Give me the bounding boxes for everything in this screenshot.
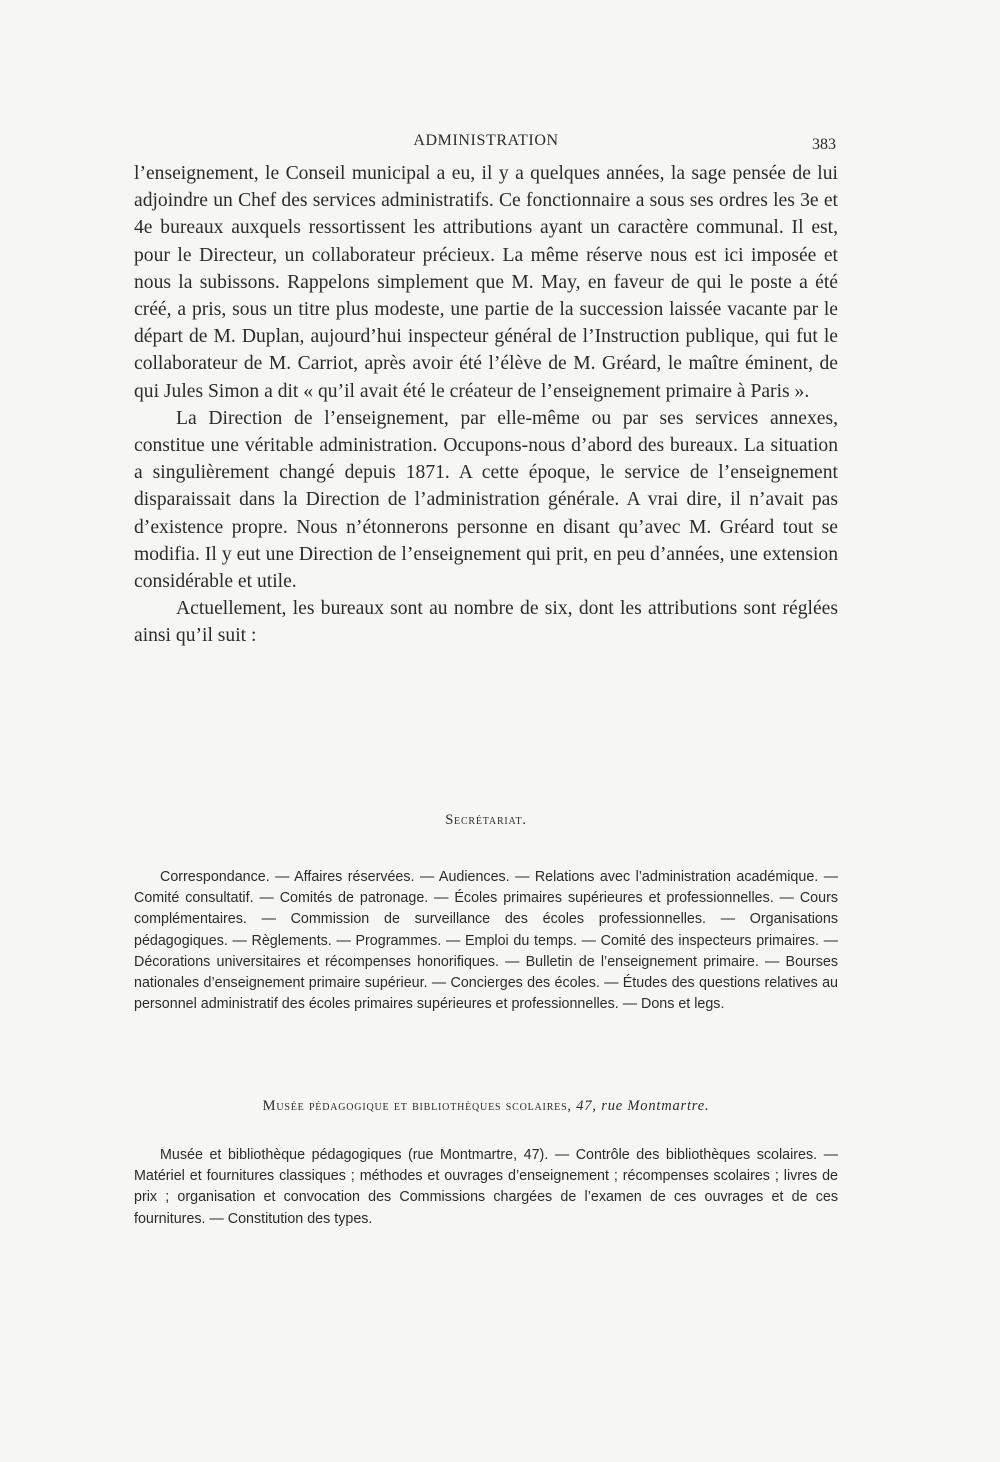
section-text-musee: Musée et bibliothèque pédagogiques (rue Montmartre, 47). — Contrôle des bibliothèques scolaires. — Matériel et fournitures classiques ; méthodes et ouvrages d’enseignement ; récompenses scolaires ; livres de prix ; organisation et convocation des Commissions chargées de l’examen de ces ouvrages et de ces fournitures. — Constitution des types. xyxy=(134,1147,838,1227)
paragraph-3: Actuellement, les bureaux sont au nombre de six, dont les attributions sont réglées ainsi qu’il suit : xyxy=(134,598,838,647)
section-musee xyxy=(134,1098,838,1230)
main-text xyxy=(134,160,838,650)
paragraph-2: La Direction de l’enseignement, par elle-même ou par ses services annexes, constitue une véritable administration. Occupons-nous d’abord des bureaux. La situation a singulièrement changé depuis 1871. A cette époque, le service de l’enseignement disparaissait dans la Direction de l’administration générale. A vrai dire, il n’avait pas d’existence propre. Nous n’étonnerons personne en disant qu’avec M. Gréard tout se modifia. Il y eut une Direction de l’enseignement qui prit, en peu d’années, une extension considérable et utile. xyxy=(134,407,838,593)
section-heading-musee xyxy=(134,1098,838,1115)
section-heading-musee-address: 47, rue Montmartre. xyxy=(576,1098,710,1114)
section-secretariat xyxy=(134,812,838,1015)
running-title: ADMINISTRATION xyxy=(413,132,559,149)
section-text-secretariat: Correspondance. — Affaires réservées. — Audiences. — Relations avec l’administration académique. — Comité consultatif. — Comités de patronage. — Écoles primaires supérieures et professionnelles. — Cours complémentaires. — Commission de surveillance des écoles professionnelles. — Organisations pédagogiques. — Règlements. — Programmes. — Emploi du temps. — Comité des inspecteurs primaires. — Décorations universitaires et récompenses honorifiques. — Bulletin de l’enseignement primaire. — Bourses nationales d’enseignement primaire supérieur. — Concierges des écoles. — Études des questions relatives au personnel administratif des écoles primaires supérieures et professionnelles. — Dons et legs. xyxy=(134,869,838,1013)
section-heading-secretariat xyxy=(134,812,838,829)
page-header xyxy=(136,132,836,156)
section-heading-secretariat-label: Secrétariat. xyxy=(445,812,527,828)
section-heading-musee-label: Musée pédagogique et bibliothèques scolaires, xyxy=(262,1098,572,1114)
page-number: 383 xyxy=(812,136,836,153)
paragraph-1: l’enseignement, le Conseil municipal a eu, il y a quelques années, la sage pensée de lui adjoindre un Chef des services administratifs. Ce fonctionnaire a sous ses ordres les 3e et 4e bureaux auxquels ressortissent les attributions ayant un caractère communal. Il est, pour le Directeur, un collaborateur précieux. La même réserve nous est ici imposée et nous la subissons. Rappelons simplement que M. May, en faveur de qui le poste a été créé, a pris, sous un titre plus modeste, une partie de la succession laissée vacante par le départ de M. Duplan, aujourd’hui inspecteur général de l’Instruction publique, qui fut le collaborateur de M. Carriot, après avoir été l’élève de M. Gréard, le maître éminent, de qui Jules Simon a dit « qu’il avait été le créateur de l’enseignement primaire à Paris ». xyxy=(134,163,838,402)
